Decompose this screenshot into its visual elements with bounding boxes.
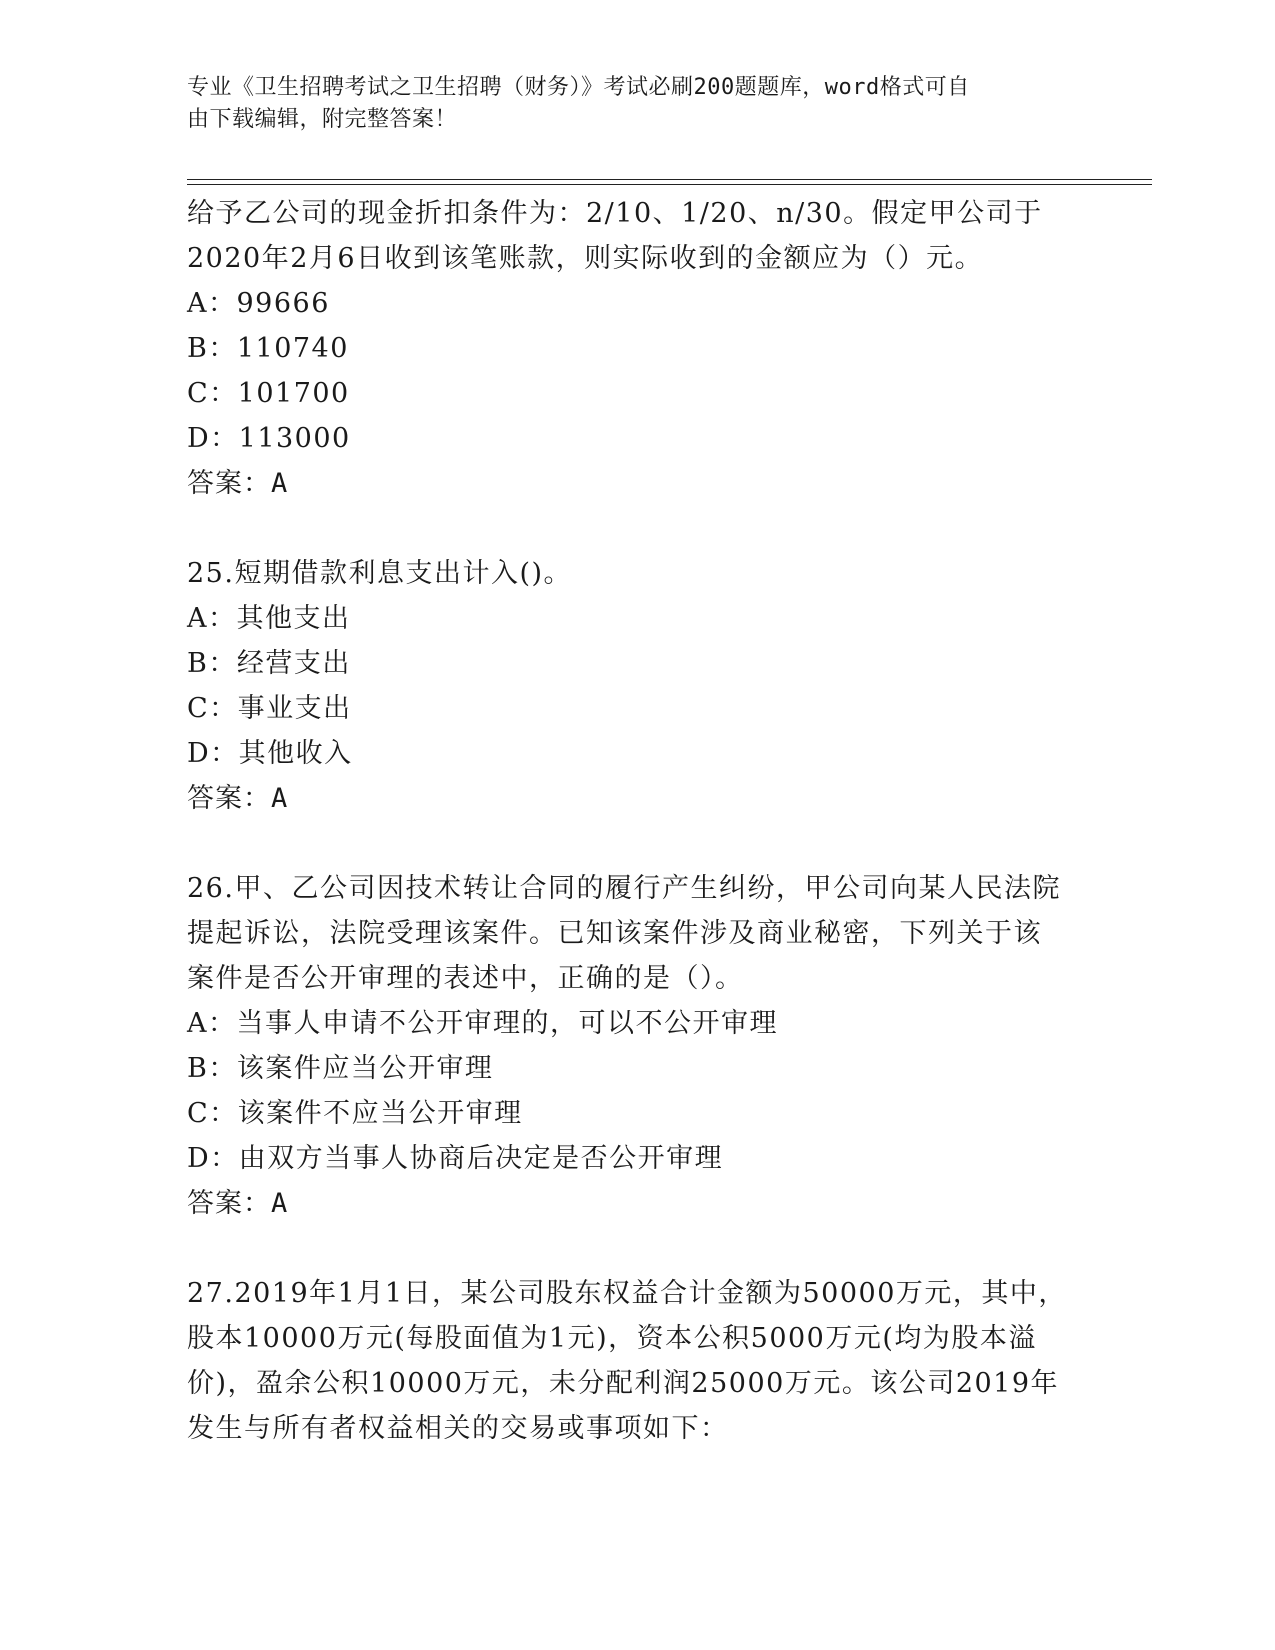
option-b: B：经营支出	[187, 648, 351, 679]
answer: 答案：A	[187, 1188, 289, 1219]
answer: 答案：A	[187, 783, 289, 814]
header-line-1: 专业《卫生招聘考试之卫生招聘（财务）》考试必刷200题题库，word格式可自	[187, 75, 970, 100]
answer: 答案：A	[187, 468, 289, 499]
option-c: C：该案件不应当公开审理	[187, 1098, 523, 1129]
question-list	[187, 191, 1087, 1451]
option-b: B：该案件应当公开审理	[187, 1053, 494, 1084]
question-27	[187, 1271, 1087, 1451]
option-a: A：99666	[187, 288, 330, 319]
header-divider-bottom	[187, 184, 1152, 185]
option-d: D：由双方当事人协商后决定是否公开审理	[187, 1143, 724, 1174]
option-a: A：其他支出	[187, 603, 351, 634]
option-d: D：113000	[187, 423, 351, 454]
question-26	[187, 866, 1087, 1226]
question-text-line: 2020年2月6日收到该笔账款，则实际收到的金额应为（）元。	[187, 243, 984, 274]
question-text-line: 提起诉讼，法院受理该案件。已知该案件涉及商业秘密，下列关于该	[187, 918, 1042, 949]
spacer	[187, 821, 1087, 866]
question-text-line: 股本10000万元(每股面值为1元)，资本公积5000万元(均为股本溢	[187, 1323, 1037, 1354]
option-c: C：事业支出	[187, 693, 352, 724]
question-text-line: 27.2019年1月1日，某公司股东权益合计金额为50000万元，其中，	[187, 1278, 1067, 1309]
question-text-line: 给予乙公司的现金折扣条件为：2/10、1/20、n/30。假定甲公司于	[187, 198, 1043, 229]
spacer	[187, 506, 1087, 551]
option-c: C：101700	[187, 378, 350, 409]
header-line-2: 由下载编辑，附完整答案！	[187, 107, 458, 132]
spacer	[187, 1226, 1087, 1271]
question-text-line: 26.甲、乙公司因技术转让合同的履行产生纠纷，甲公司向某人民法院	[187, 873, 1061, 904]
question-25	[187, 551, 1087, 821]
question-text-line: 价)，盈余公积10000万元，未分配利润25000万元。该公司2019年	[187, 1368, 1060, 1399]
option-a: A：当事人申请不公开审理的，可以不公开审理	[187, 1008, 778, 1039]
question-24	[187, 191, 1087, 506]
document-header	[187, 72, 1067, 136]
question-text-line: 25.短期借款利息支出计入()。	[187, 558, 573, 589]
question-text-line: 案件是否公开审理的表述中，正确的是（）。	[187, 963, 744, 994]
question-text-line: 发生与所有者权益相关的交易或事项如下：	[187, 1413, 729, 1444]
option-b: B：110740	[187, 333, 349, 364]
header-divider-top	[187, 179, 1152, 180]
option-d: D：其他收入	[187, 738, 353, 769]
